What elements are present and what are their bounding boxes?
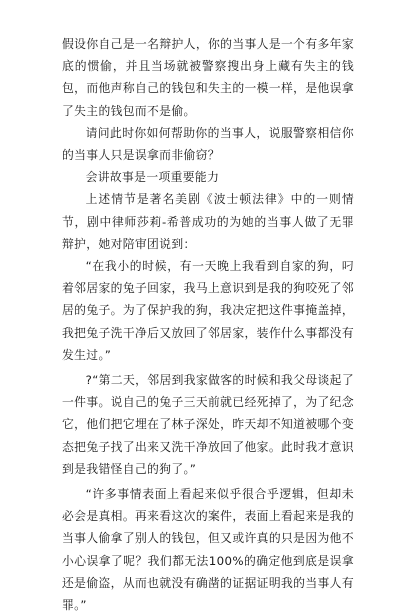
section-heading: 会讲故事是一项重要能力 [85,170,220,185]
paragraph-quote-1: “在我小的时候，有一天晚上我看到自家的狗，叼着邻居家的兔子回家，我马上意识到是我的狗咬死了邻居的兔子。为了保护我的狗，我决定把这件事掩盖掉，我把兔子洗干净后又放回了邻居家，装作什么事都没有发生过。” [62,259,354,362]
paragraph-question: 请问此时你如何帮助你的当事人，说服警察相信你的当事人只是误拿而非偷窃？ [62,125,354,163]
paragraph-quote-3: “许多事情表面上看起来似乎很合乎逻辑，但却未必会是真相。再来看这次的案件，表面上看起来是我的当事人偷拿了别人的钱包，但又或许真的只是因为他不小心误拿了呢？我们都无法100%的确定他到底是误拿还是偷盗，从而也就没有确凿的证据证明我的当事人有罪。” [62,487,354,613]
paragraph-quote-2: ?“第二天，邻居到我家做客的时候和我父母谈起了一件事。说自己的兔子三天前就已经死掉了，为了纪念它，他们把它埋在了林子深处，昨天却不知道被哪个变态把兔子找了出来又洗干净放回了他家。此时我才意识到是我错怪自己的狗了。” [62,373,354,476]
paragraph-scenario: 假设你自己是一名辩护人，你的当事人是一个有多年家底的惯偷，并且当场就被警察搜出身上藏有失主的钱包，而他声称自己的钱包和失主的一模一样，是他误拿了失主的钱包而不是偷。 [62,37,354,118]
paragraph-intro: 上述情节是著名美剧《波士顿法律》中的一则情节，剧中律师莎莉-希普成功的为她的当事人做了无罪辩护，她对陪审团说到： [62,192,354,251]
article-body [62,33,354,616]
